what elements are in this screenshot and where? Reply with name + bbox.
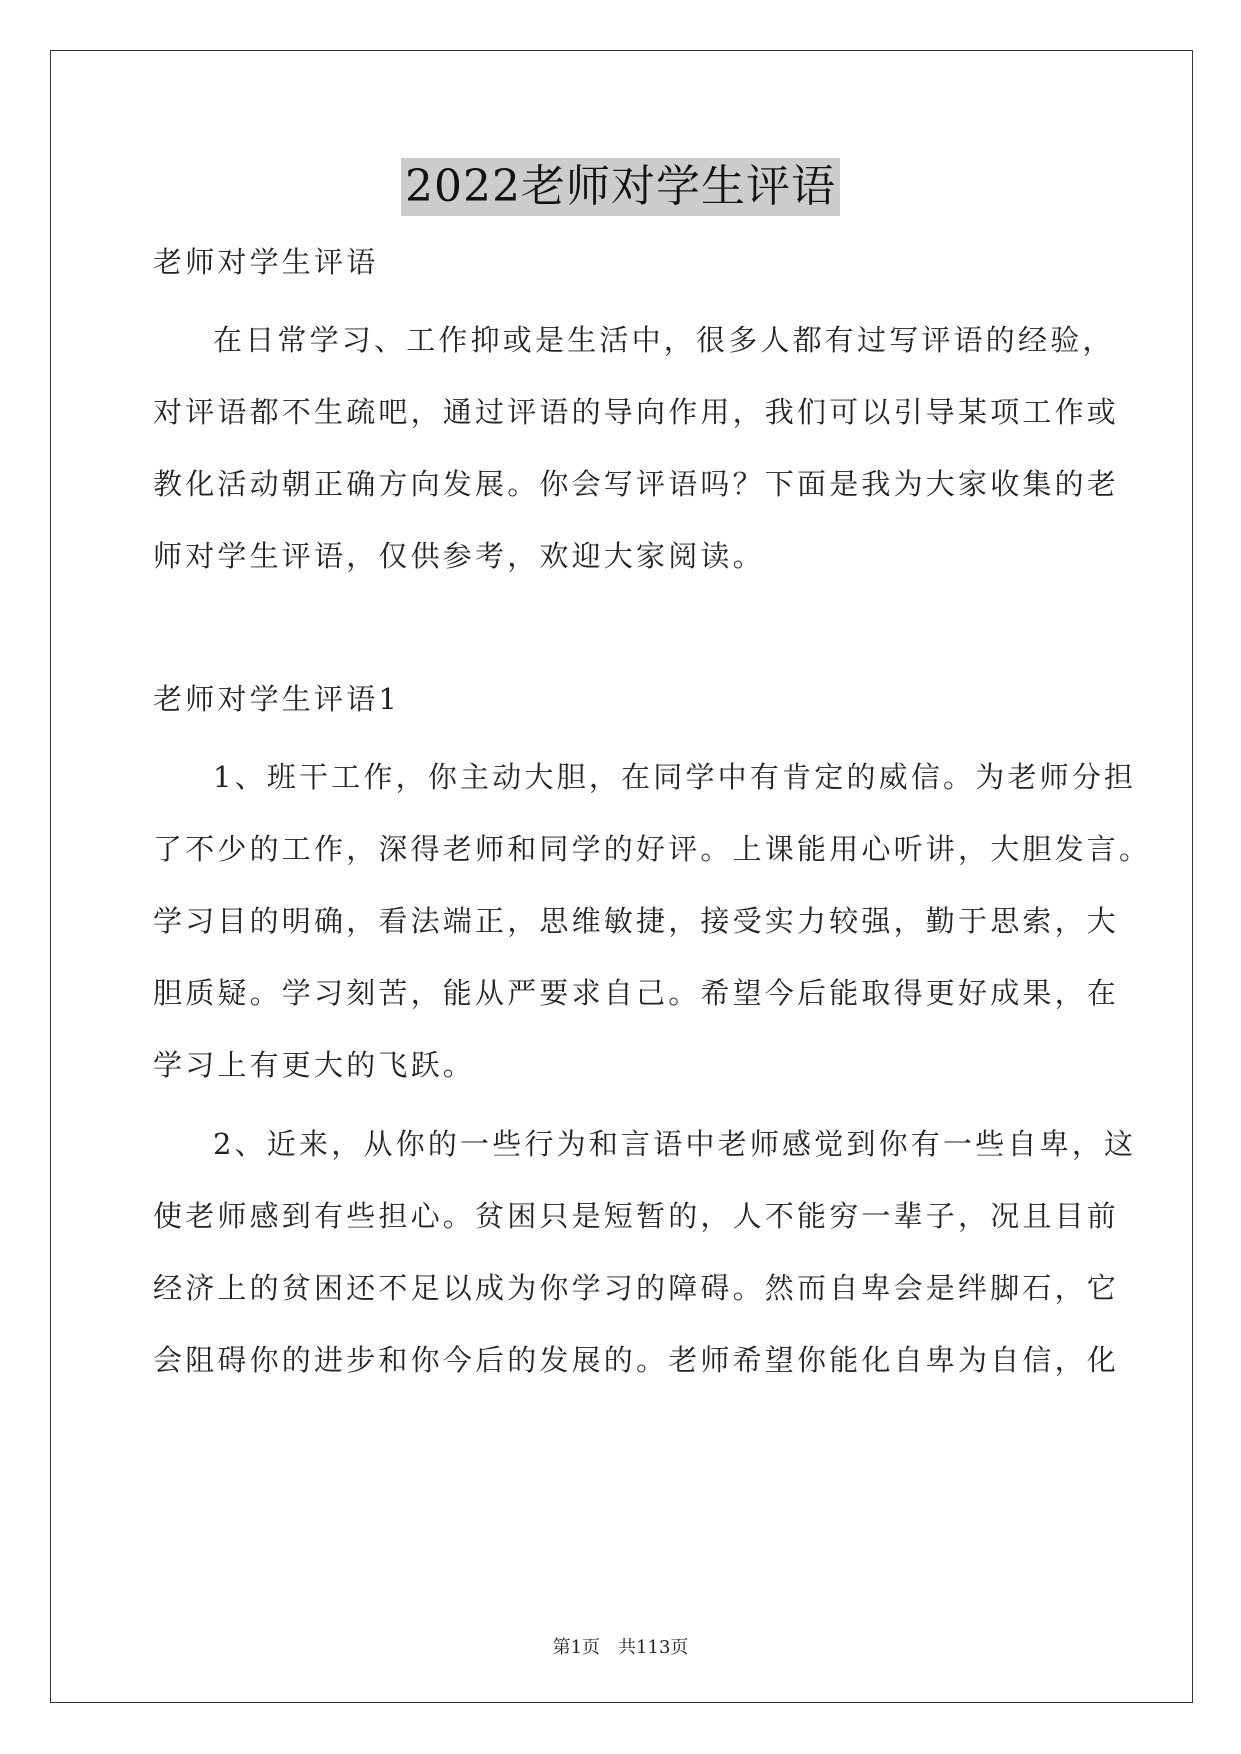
intro-line: 在日常学习、工作抑或是生活中，很多人都有过写评语的经验， [213,323,1115,357]
section-heading: 老师对学生评语1 [153,682,401,716]
document-title: 2022老师对学生评语 [401,158,840,216]
paragraph-line: 学习上有更大的飞跃。 [153,1048,476,1082]
paragraph-line: 学习目的明确，看法端正，思维敏捷，接受实力较强，勤于思索，大 [153,904,1120,938]
paragraph-line: 了不少的工作，深得老师和同学的好评。上课能用心听讲，大胆发言。 [153,832,1152,866]
page-border [50,50,1193,1703]
intro-line: 对评语都不生疏吧，通过评语的导向作用，我们可以引导某项工作或 [153,395,1120,429]
intro-line: 师对学生评语，仅供参考，欢迎大家阅读。 [153,539,765,573]
paragraph-line: 1、班干工作，你主动大胆，在同学中有肯定的威信。为老师分担 [213,760,1137,794]
paragraph-line: 使老师感到有些担心。贫困只是短暂的，人不能穷一辈子，况且目前 [153,1199,1120,1233]
page-footer: 第1页 共113页 [552,1637,689,1658]
title-container [0,158,1241,216]
paragraph-line: 胆质疑。学习刻苦，能从严要求自己。希望今后能取得更好成果，在 [153,976,1120,1010]
intro-line: 教化活动朝正确方向发展。你会写评语吗？下面是我为大家收集的老 [153,467,1120,501]
paragraph-line: 会阻碍你的进步和你今后的发展的。老师希望你能化自卑为自信，化 [153,1343,1120,1377]
paragraph-line: 2、近来，从你的一些行为和言语中老师感觉到你有一些自卑，这 [213,1127,1137,1161]
paragraph-line: 经济上的贫困还不足以成为你学习的障碍。然而自卑会是绊脚石，它 [153,1271,1120,1305]
subtitle: 老师对学生评语 [153,245,379,279]
